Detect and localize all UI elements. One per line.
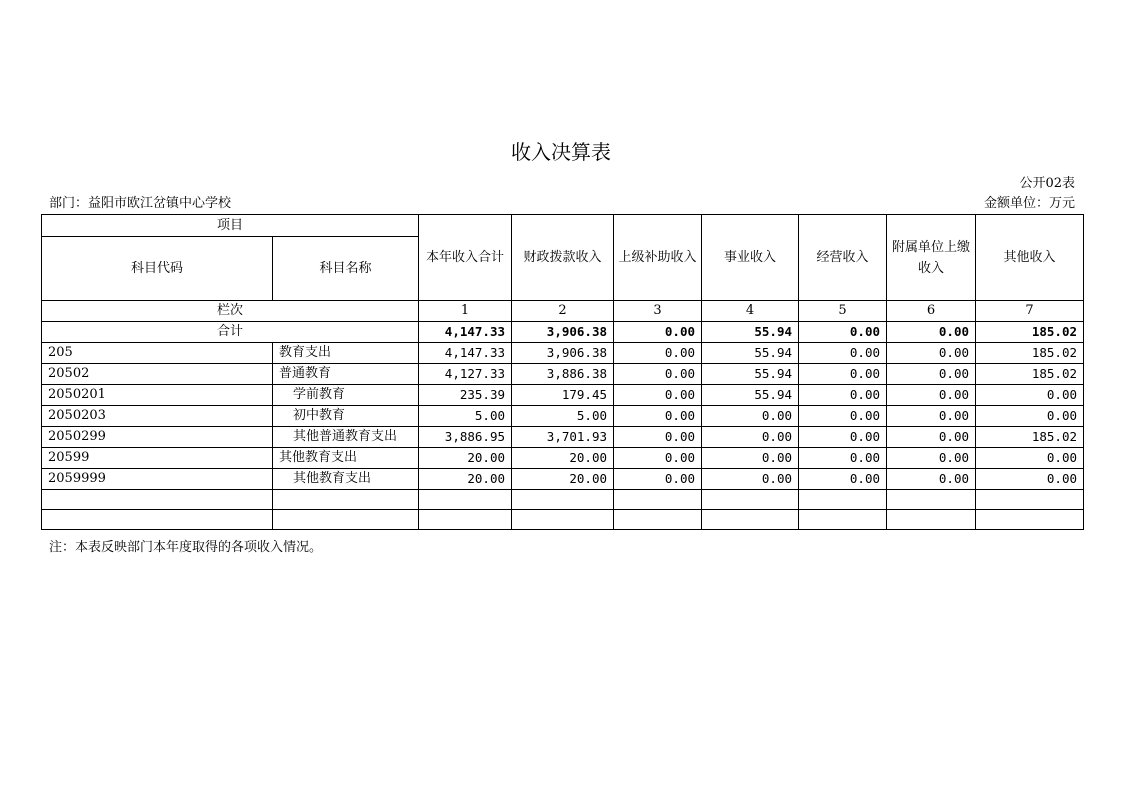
cell-value: 55.94 [702, 385, 799, 406]
cell-value: 0.00 [614, 448, 702, 469]
subject-code: 2050201 [42, 385, 273, 406]
cell-value: 55.94 [702, 343, 799, 364]
total-value: 4,147.33 [419, 322, 512, 343]
department-label: 部门：益阳市欧江岔镇中心学校 [49, 196, 232, 211]
column-index: 3 [614, 301, 702, 322]
total-value: 0.00 [799, 322, 887, 343]
cell-value: 0.00 [976, 448, 1084, 469]
header-col-4: 事业收入 [702, 215, 799, 301]
total-label: 合计 [42, 322, 419, 343]
cell-value: 0.00 [702, 427, 799, 448]
header-col-6: 附属单位上缴收入 [887, 215, 976, 301]
empty-cell [799, 510, 887, 530]
cell-value: 3,906.38 [512, 343, 614, 364]
subject-code: 2050203 [42, 406, 273, 427]
page-title: 收入决算表 [511, 140, 611, 164]
subject-code: 20599 [42, 448, 273, 469]
subject-name: 其他教育支出 [273, 448, 419, 469]
cell-value: 20.00 [419, 469, 512, 490]
cell-value: 55.94 [702, 364, 799, 385]
subject-name: 初中教育 [273, 406, 419, 427]
column-index: 7 [976, 301, 1084, 322]
cell-value: 0.00 [887, 448, 976, 469]
cell-value: 0.00 [799, 427, 887, 448]
cell-value: 0.00 [887, 406, 976, 427]
subject-code: 2059999 [42, 469, 273, 490]
subject-name: 学前教育 [273, 385, 419, 406]
header-code: 科目代码 [42, 237, 273, 301]
column-index-row [42, 301, 1084, 322]
cell-value: 0.00 [887, 385, 976, 406]
table-row [42, 427, 1084, 448]
subject-code: 2050299 [42, 427, 273, 448]
cell-value: 0.00 [887, 343, 976, 364]
cell-value: 0.00 [702, 469, 799, 490]
table-row [42, 364, 1084, 385]
cell-value: 0.00 [887, 364, 976, 385]
total-value: 0.00 [614, 322, 702, 343]
empty-cell [42, 490, 273, 510]
cell-value: 0.00 [614, 469, 702, 490]
amount-unit-label: 金额单位：万元 [983, 196, 1075, 211]
header-col-3: 上级补助收入 [614, 215, 702, 301]
income-final-account-table [41, 214, 1084, 530]
cell-value: 185.02 [976, 364, 1084, 385]
cell-value: 0.00 [614, 364, 702, 385]
empty-cell [702, 510, 799, 530]
form-number: 公开02表 [1019, 176, 1075, 191]
cell-value: 4,147.33 [419, 343, 512, 364]
table-row [42, 469, 1084, 490]
cell-value: 0.00 [614, 385, 702, 406]
subject-name: 其他教育支出 [273, 469, 419, 490]
empty-cell [976, 490, 1084, 510]
cell-value: 179.45 [512, 385, 614, 406]
cell-value: 235.39 [419, 385, 512, 406]
total-value: 55.94 [702, 322, 799, 343]
cell-value: 3,886.95 [419, 427, 512, 448]
subject-name: 普通教育 [273, 364, 419, 385]
cell-value: 185.02 [976, 343, 1084, 364]
cell-value: 0.00 [799, 469, 887, 490]
table-row [42, 448, 1084, 469]
header-name: 科目名称 [273, 237, 419, 301]
empty-row [42, 510, 1084, 530]
cell-value: 0.00 [799, 364, 887, 385]
empty-cell [799, 490, 887, 510]
column-index: 2 [512, 301, 614, 322]
empty-cell [419, 510, 512, 530]
cell-value: 20.00 [512, 448, 614, 469]
empty-row [42, 490, 1084, 510]
empty-cell [614, 510, 702, 530]
header-row-project [42, 215, 1084, 237]
column-index: 4 [702, 301, 799, 322]
empty-cell [273, 490, 419, 510]
table-row [42, 406, 1084, 427]
empty-cell [702, 490, 799, 510]
column-index: 6 [887, 301, 976, 322]
total-value: 0.00 [887, 322, 976, 343]
header-col-7: 其他收入 [976, 215, 1084, 301]
total-row [42, 322, 1084, 343]
cell-value: 5.00 [512, 406, 614, 427]
cell-value: 0.00 [887, 469, 976, 490]
cell-value: 0.00 [976, 406, 1084, 427]
empty-cell [42, 510, 273, 530]
cell-value: 0.00 [702, 448, 799, 469]
cell-value: 3,701.93 [512, 427, 614, 448]
header-col-5: 经营收入 [799, 215, 887, 301]
column-index-label: 栏次 [42, 301, 419, 322]
cell-value: 0.00 [976, 385, 1084, 406]
empty-cell [512, 510, 614, 530]
cell-value: 5.00 [419, 406, 512, 427]
column-index: 1 [419, 301, 512, 322]
empty-cell [614, 490, 702, 510]
empty-cell [512, 490, 614, 510]
subject-name: 其他普通教育支出 [273, 427, 419, 448]
cell-value: 0.00 [799, 385, 887, 406]
cell-value: 0.00 [702, 406, 799, 427]
total-value: 3,906.38 [512, 322, 614, 343]
cell-value: 0.00 [887, 427, 976, 448]
table-row [42, 343, 1084, 364]
empty-cell [887, 510, 976, 530]
cell-value: 4,127.33 [419, 364, 512, 385]
subject-name: 教育支出 [273, 343, 419, 364]
cell-value: 0.00 [799, 343, 887, 364]
column-index: 5 [799, 301, 887, 322]
cell-value: 185.02 [976, 427, 1084, 448]
cell-value: 0.00 [614, 343, 702, 364]
header-col-2: 财政拨款收入 [512, 215, 614, 301]
header-col-1: 本年收入合计 [419, 215, 512, 301]
empty-cell [273, 510, 419, 530]
cell-value: 0.00 [614, 406, 702, 427]
cell-value: 3,886.38 [512, 364, 614, 385]
cell-value: 20.00 [512, 469, 614, 490]
cell-value: 20.00 [419, 448, 512, 469]
cell-value: 0.00 [614, 427, 702, 448]
table-note: 注：本表反映部门本年度取得的各项收入情况。 [49, 540, 323, 555]
cell-value: 0.00 [799, 406, 887, 427]
cell-value: 0.00 [976, 469, 1084, 490]
empty-cell [976, 510, 1084, 530]
cell-value: 0.00 [799, 448, 887, 469]
empty-cell [419, 490, 512, 510]
total-value: 185.02 [976, 322, 1084, 343]
table-row [42, 385, 1084, 406]
subject-code: 205 [42, 343, 273, 364]
header-project: 项目 [42, 215, 419, 237]
subject-code: 20502 [42, 364, 273, 385]
empty-cell [887, 490, 976, 510]
